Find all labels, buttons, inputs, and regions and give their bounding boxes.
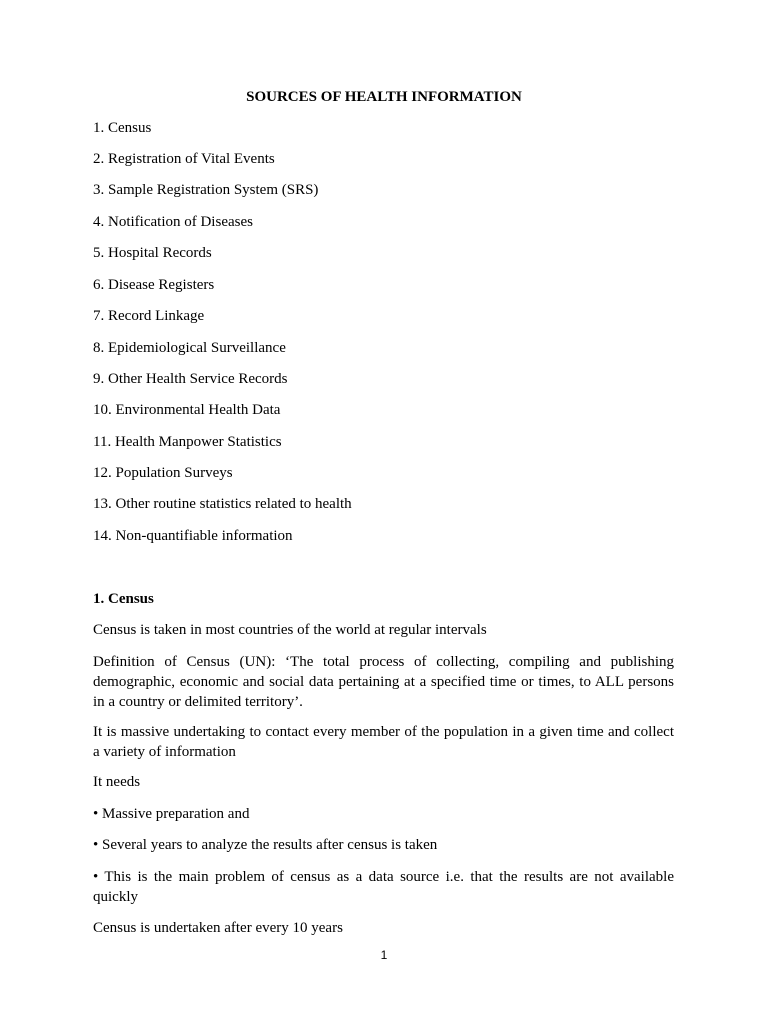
toc-item: 1. Census xyxy=(93,120,152,136)
toc-item: 8. Epidemiological Surveillance xyxy=(93,340,286,356)
bullet-item: • Massive preparation and xyxy=(93,806,250,822)
paragraph: Census is taken in most countries of the world at regular intervals xyxy=(93,622,487,638)
toc-item: 11. Health Manpower Statistics xyxy=(93,434,282,450)
bullet-item: • This is the main problem of census as a data source i.e. that the results are not available quickly xyxy=(93,869,674,905)
section-heading: 1. Census xyxy=(93,591,154,607)
definition-paragraph: Definition of Census (UN): ‘The total process of collecting, compiling and publishing demographic, economic and social data pertaining at a specified time or times, to ALL persons in a country or delimited territory’. xyxy=(93,654,674,710)
toc-item: 3. Sample Registration System (SRS) xyxy=(93,182,319,198)
paragraph: It is massive undertaking to contact every member of the population in a given time and collect a variety of information xyxy=(93,724,674,760)
toc-item: 12. Population Surveys xyxy=(93,465,233,481)
bullet-item: • Several years to analyze the results after census is taken xyxy=(93,837,438,853)
toc-item: 6. Disease Registers xyxy=(93,277,215,293)
document-title: SOURCES OF HEALTH INFORMATION xyxy=(246,89,522,105)
toc-item: 9. Other Health Service Records xyxy=(93,371,288,387)
toc-item: 14. Non-quantifiable information xyxy=(93,528,293,544)
toc-item: 4. Notification of Diseases xyxy=(93,214,253,230)
toc-item: 7. Record Linkage xyxy=(93,308,205,324)
page-number: 1 xyxy=(380,948,388,962)
paragraph: It needs xyxy=(93,774,141,790)
toc-item: 10. Environmental Health Data xyxy=(93,402,281,418)
toc-item: 13. Other routine statistics related to health xyxy=(93,496,352,512)
toc-item: 2. Registration of Vital Events xyxy=(93,151,275,167)
toc-item: 5. Hospital Records xyxy=(93,245,212,261)
paragraph: Census is undertaken after every 10 years xyxy=(93,920,343,936)
